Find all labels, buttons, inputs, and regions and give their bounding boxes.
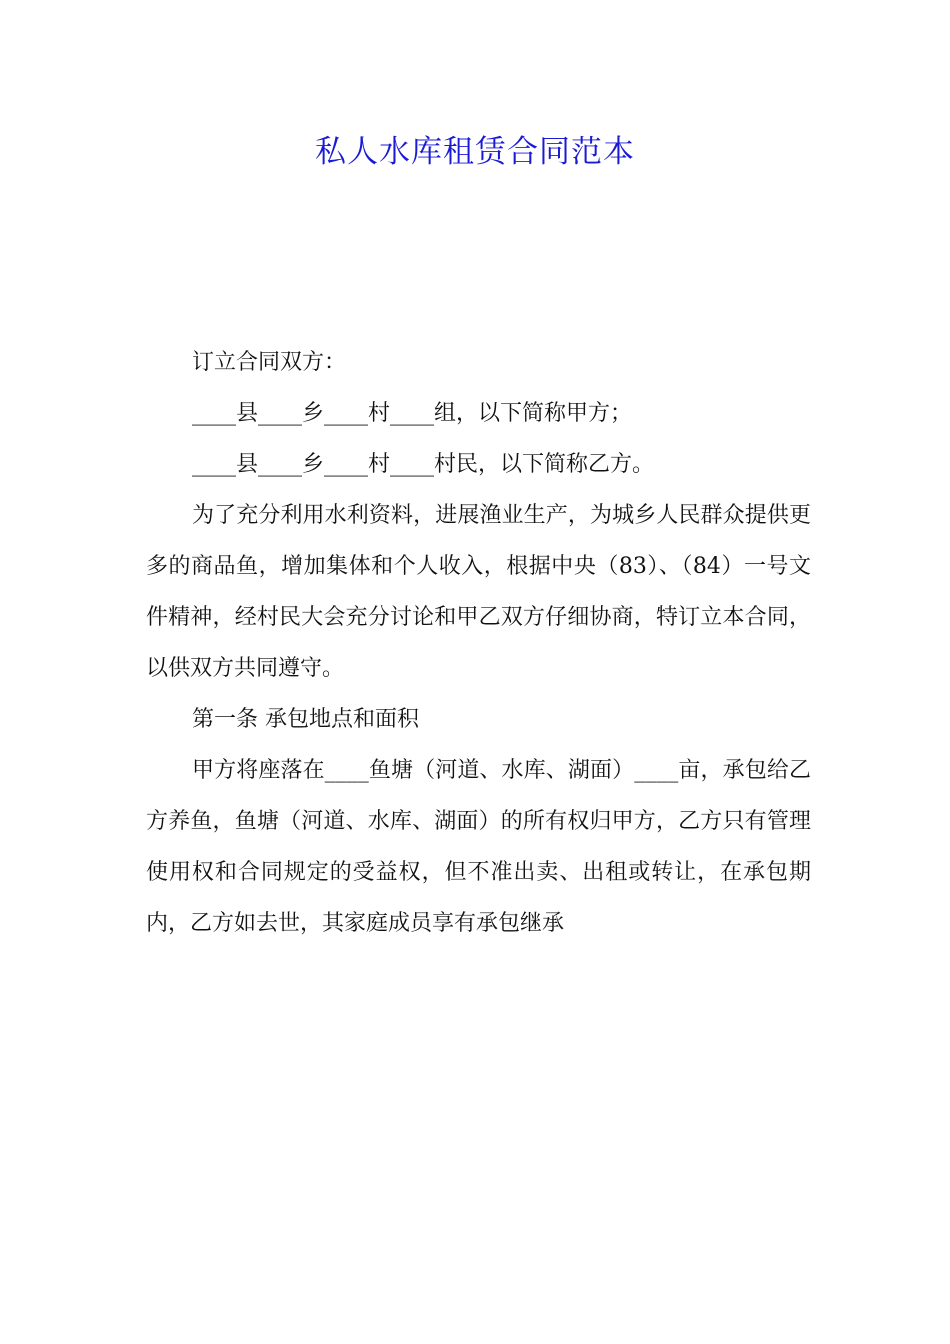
document-body [146,337,811,949]
paragraph-party-b: ____县____乡____村____村民，以下简称乙方。 [192,452,655,477]
document-title: 私人水库租赁合同范本 [315,134,635,170]
paragraph-purpose: 为了充分利用水利资料，进展渔业生产，为城乡人民群众提供更多的商品鱼，增加集体和个人收入，根据中央（83）、（84）一号文件精神，经村民大会充分讨论和甲乙双方仔细协商，特订立本合同，以供双方共同遵守。 [146,503,811,681]
paragraph-article-one: 甲方将座落在____鱼塘（河道、水库、湖面）____亩，承包给乙方养鱼，鱼塘（河道、水库、湖面）的所有权归甲方，乙方只有管理使用权和合同规定的受益权，但不准出卖、出租或转让，在承包期内，乙方如去世，其家庭成员享有承包继承 [146,758,811,936]
paragraph-party-a: ____县____乡____村____组，以下简称甲方； [192,401,633,426]
article-one-heading: 第一条 承包地点和面积 [192,707,419,732]
paragraph-parties-intro: 订立合同双方： [192,350,347,375]
